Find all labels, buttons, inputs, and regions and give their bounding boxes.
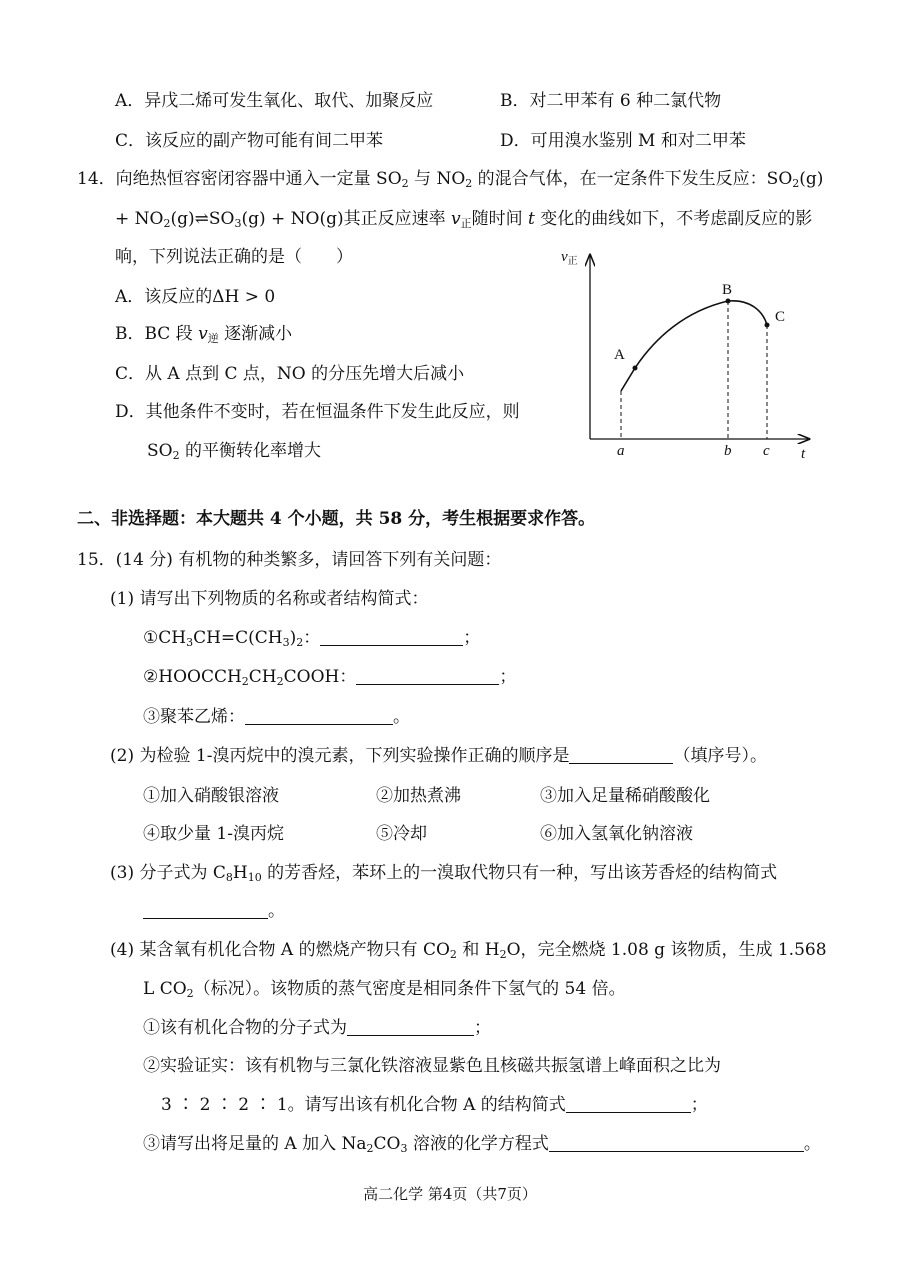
q14-option-d-cont: $SO_2$ 的平衡转化率增大 — [147, 441, 321, 462]
q15-part2-opt4: ④取少量 1-溴丙烷 — [143, 824, 284, 844]
q15-part1-item3: ③聚苯乙烯： 。 — [143, 707, 410, 727]
tick-label-a: a — [617, 443, 625, 459]
q15-part2-opt3: ③加入足量稀硝酸酸化 — [540, 786, 710, 806]
q15-part4: (4) 某含氧有机化合物 A 的燃烧产物只有 $CO_2$ 和 $H_2O$，完全燃烧 1.08 g 该物质，生成 1.568 — [110, 940, 827, 961]
y-axis-label: $v_正$ — [561, 249, 578, 267]
q14-line1: 14．向绝热恒容密闭容器中通入一定量 $SO_2$ 与 $NO_2$ 的混合气体，在一定条件下发生反应：$SO_2(g)$ — [77, 169, 824, 190]
point-label-c: C — [775, 309, 786, 325]
answer-blank[interactable] — [245, 706, 393, 725]
q15-part4-item2-cont: 3 ∶ 2 ∶ 2 ∶ 1。请写出该有机化合物 A 的结构简式 ； — [161, 1095, 708, 1115]
q15-part4-item1: ①该有机化合物的分子式为 ； — [143, 1018, 491, 1038]
answer-blank[interactable] — [347, 1017, 474, 1036]
q13-option-b: B．对二甲苯有 6 种二氯代物 — [500, 91, 722, 111]
q15-part2-opt1: ①加入硝酸银溶液 — [143, 786, 279, 806]
q13-option-a: A．异戊二烯可发生氧化、取代、加聚反应 — [115, 91, 434, 111]
section-heading: 二、非选择题：本大题共 4 个小题，共 58 分，考生根据要求作答。 — [77, 509, 596, 529]
q14-line3: 响，下列说法正确的是（ ） — [115, 247, 353, 267]
q15-part2: (2) 为检验 1-溴丙烷中的溴元素，下列实验操作正确的顺序是 （填序号）。 — [110, 746, 767, 766]
q14-option-a: A．该反应的ΔH > 0 — [115, 287, 276, 307]
q15-part1: (1) 请写出下列物质的名称或者结构简式： — [110, 589, 429, 609]
q14-option-b: B．BC 段 $v_逆$ 逐渐减小 — [115, 324, 293, 345]
q14-option-d: D．其他条件不变时，若在恒温条件下发生此反应，则 — [115, 402, 520, 422]
q15-part3-answer: 。 — [143, 899, 285, 923]
point-label-b: B — [722, 282, 733, 298]
answer-blank[interactable] — [566, 1094, 691, 1113]
tick-label-c: c — [763, 443, 770, 459]
q13-option-c: C．该反应的副产物可能有间二甲苯 — [115, 131, 384, 151]
q14-option-c: C．从 A 点到 C 点，NO 的分压先增大后减小 — [115, 364, 465, 384]
q15-part2-opt6: ⑥加入氢氧化钠溶液 — [540, 824, 693, 844]
rate-curve — [621, 301, 767, 391]
rate-time-chart — [555, 243, 815, 473]
q15-part4-item3: ③请写出将足量的 A 加入 $Na_2CO_3$ 溶液的化学方程式 。 — [143, 1134, 821, 1155]
answer-blank[interactable] — [549, 1133, 804, 1152]
point-label-a: A — [614, 347, 625, 363]
point-c — [765, 323, 770, 328]
q15-intro: 15．(14 分) 有机物的种类繁多，请回答下列有关问题： — [77, 550, 502, 570]
point-a — [633, 366, 638, 371]
answer-blank[interactable] — [569, 745, 673, 764]
point-b — [726, 299, 731, 304]
x-axis-label: t — [801, 446, 806, 462]
q14-line2: + $NO_2(g)\rightleftharpoons SO_3(g) + NO(g)$其正反应速率 $v_正$随时间 t 变化的曲线如下，不考虑副反应的影 — [115, 209, 813, 230]
tick-label-b: b — [724, 443, 732, 459]
q15-part2-opt5: ⑤冷却 — [376, 824, 427, 844]
q15-part3: (3) 分子式为 $C_8H_{10}$ 的芳香烃，苯环上的一溴取代物只有一种，写出该芳香烃的结构简式 — [110, 863, 778, 884]
q13-option-d: D．可用溴水鉴别 M 和对二甲苯 — [500, 131, 746, 151]
equilibrium-arrow-icon: ⇌ — [194, 209, 209, 229]
q15-part1-item1: $①CH_3CH=C(CH_3)_2$： ； — [143, 628, 481, 649]
q15-part1-item2: $②HOOCCH_2CH_2COOH$： ； — [143, 667, 517, 688]
answer-blank[interactable] — [143, 900, 268, 919]
page-footer: 高二化学 第4页（共7页） — [363, 1185, 537, 1203]
answer-blank[interactable] — [356, 666, 499, 685]
q15-part2-opt2: ②加热煮沸 — [376, 786, 461, 806]
q15-part4-item2: ②实验证实：该有机物与三氯化铁溶液显紫色且核磁共振氢谱上峰面积之比为 — [143, 1056, 721, 1076]
q15-part4-line2: L $CO_2$（标况）。该物质的蒸气密度是相同条件下氢气的 54 倍。 — [143, 979, 626, 1000]
answer-blank[interactable] — [320, 627, 463, 646]
